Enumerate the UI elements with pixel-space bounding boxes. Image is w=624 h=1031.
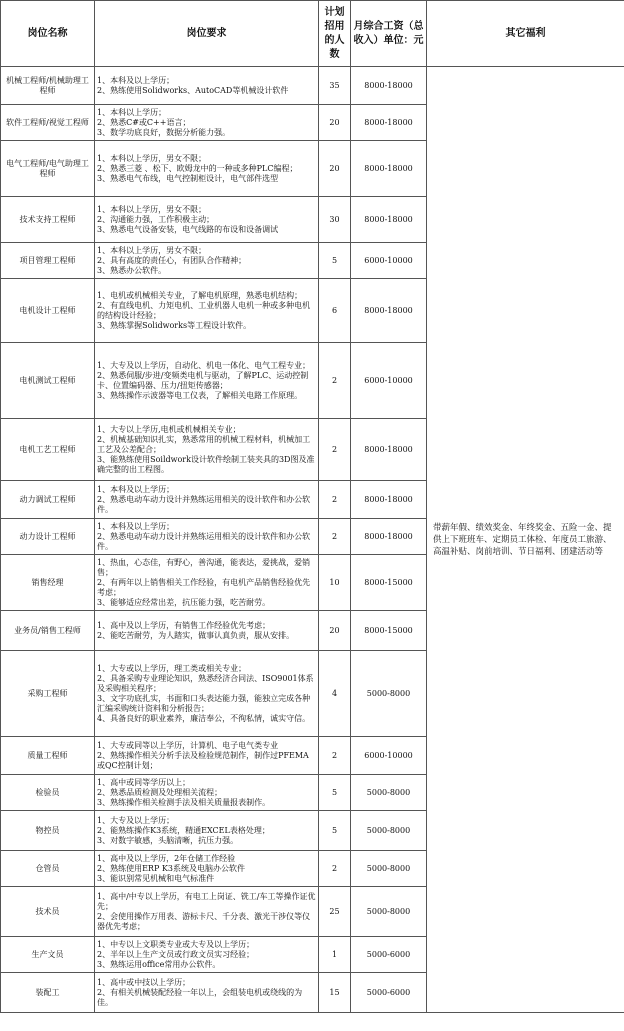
position-name: 技术员	[1, 887, 95, 937]
requirement-line: 3、熟练运用office常用办公软件。	[97, 959, 221, 969]
position-name: 生产文员	[1, 937, 95, 973]
salary-range: 5000-8000	[351, 811, 427, 851]
requirement-line: 1、本科以上学历，男女不限；	[97, 153, 207, 163]
position-name: 电机设计工程师	[1, 279, 95, 343]
salary-range: 8000-15000	[351, 555, 427, 611]
position-requirements	[95, 775, 319, 811]
header-planned-count: 计划招用的人数	[319, 1, 351, 67]
header-row	[1, 1, 624, 67]
planned-count: 2	[319, 481, 351, 519]
header-benefits: 其它福利	[427, 1, 624, 67]
requirement-line: 2、熟悉电动车动力设计并熟练运用相关的设计软件和办公软件。	[97, 531, 311, 551]
requirement-line: 2、熟悉伺服/步进/变频类电机与驱动，了解PLC、运动控制卡、位置编码器、压力/扭矩传感器；	[97, 370, 309, 390]
planned-count: 2	[319, 737, 351, 775]
position-name: 机械工程师/机械助理工程师	[1, 67, 95, 105]
requirement-line: 2、具备采购专业理论知识，熟悉经济合同法、ISO9001体系及采购相关程序；	[97, 673, 314, 693]
position-requirements	[95, 651, 319, 737]
planned-count: 20	[319, 611, 351, 651]
salary-range: 8000-18000	[351, 519, 427, 555]
planned-count: 6	[319, 279, 351, 343]
position-name: 动力设计工程师	[1, 519, 95, 555]
position-requirements	[95, 555, 319, 611]
requirement-line: 1、高中或同等学历以上；	[97, 777, 191, 787]
position-name: 检验员	[1, 775, 95, 811]
position-requirements	[95, 243, 319, 279]
requirement-line: 1、高中或中技以上学历；	[97, 977, 191, 987]
position-requirements	[95, 811, 319, 851]
position-requirements	[95, 419, 319, 481]
position-name: 电气工程师/电气助理工程师	[1, 141, 95, 197]
planned-count: 15	[319, 973, 351, 1013]
requirement-line: 2、具有高度的责任心，有团队合作精神；	[97, 255, 247, 265]
requirement-line: 3、熟练操作相关检测手法及相关质量报表制作。	[97, 797, 271, 807]
planned-count: 20	[319, 105, 351, 141]
requirement-line: 2、熟悉品质检测及处理相关流程；	[97, 787, 223, 797]
position-name: 项目管理工程师	[1, 243, 95, 279]
position-requirements	[95, 343, 319, 419]
requirement-line: 1、高中/中专以上学历，有电工上岗证、铣工/车工等操作证优先；	[97, 891, 316, 911]
header-position-name: 岗位名称	[1, 1, 95, 67]
requirement-line: 3、文字功底扎实，书面和口头表达能力强，能独立完成各种汇编采购统计资料和分析报告；	[97, 693, 311, 713]
requirement-line: 2、有直线电机、力矩电机、工业机器人电机一种或多种电机的结构设计经验；	[97, 300, 311, 320]
salary-range: 5000-8000	[351, 851, 427, 887]
requirement-line: 1、大专以上学历,电机或机械相关专业；	[97, 424, 241, 434]
position-requirements	[95, 197, 319, 243]
planned-count: 5	[319, 775, 351, 811]
salary-range: 8000-18000	[351, 419, 427, 481]
requirement-line: 3、熟练操作示波器等电工仪表，了解相关电路工作原理。	[97, 390, 303, 400]
requirement-line: 2、熟悉C#或C++语言；	[97, 117, 191, 127]
requirement-line: 1、电机或机械相关专业，了解电机原理，熟悉电机结构；	[97, 290, 303, 300]
salary-range: 8000-18000	[351, 105, 427, 141]
requirement-line: 2、熟悉三菱 、松下、欧姆龙中的一种或多种PLC编程；	[97, 163, 298, 173]
requirement-line: 2、机械基础知识扎实，熟悉常用的机械工程材料，机械加工工艺及公差配合；	[97, 434, 311, 454]
planned-count: 10	[319, 555, 351, 611]
position-name: 装配工	[1, 973, 95, 1013]
salary-range: 8000-18000	[351, 141, 427, 197]
planned-count: 4	[319, 651, 351, 737]
requirement-line: 1、大专或同等以上学历，计算机、电子电气类专业	[97, 740, 279, 750]
position-name: 技术支持工程师	[1, 197, 95, 243]
salary-range: 6000-10000	[351, 343, 427, 419]
requirement-line: 1、大专及以上学历，自动化、机电一体化、电气工程专业；	[97, 360, 311, 370]
requirement-line: 3、熟悉电气设备安装，电气线路的布设和设备调试	[97, 224, 279, 234]
salary-range: 5000-6000	[351, 937, 427, 973]
requirement-line: 1、高中及以上学历，有销售工作经验优先考虑；	[97, 620, 271, 630]
salary-range: 8000-15000	[351, 611, 427, 651]
requirement-line: 1、热血，心态佳，有野心，善沟通，能表达，爱挑战，爱销售；	[97, 557, 311, 577]
requirement-line: 3、熟练掌握Solidworks等工程设计软件。	[97, 320, 252, 330]
requirement-line: 2、能吃苦耐劳，为人踏实，做事认真负责，服从安排。	[97, 630, 295, 640]
requirement-line: 1、大专或以上学历，理工类或相关专业；	[97, 663, 247, 673]
position-name: 业务员/销售工程师	[1, 611, 95, 651]
position-requirements	[95, 67, 319, 105]
salary-range: 8000-18000	[351, 279, 427, 343]
requirement-line: 1、大专及以上学历；	[97, 815, 175, 825]
planned-count: 25	[319, 887, 351, 937]
requirement-line: 3、能够适应经常出差，抗压能力强，吃苦耐劳。	[97, 597, 271, 607]
requirement-line: 3、对数字敏感，头脑清晰，抗压力强。	[97, 835, 239, 845]
planned-count: 2	[319, 519, 351, 555]
salary-range: 6000-10000	[351, 243, 427, 279]
requirement-line: 1、高中及以上学历，2年仓储工作经验	[97, 853, 236, 863]
position-requirements	[95, 105, 319, 141]
requirement-line: 2、熟练操作相关分析手法及检验规范制作，制作过PFEMA或QC控制计划；	[97, 750, 309, 770]
position-requirements	[95, 973, 319, 1013]
requirement-line: 3、能熟练使用Soildwork设计软件绘制工装夹具的3D图及准确完整的出工程图。	[97, 454, 315, 474]
position-requirements	[95, 141, 319, 197]
position-requirements	[95, 611, 319, 651]
benefits-cell: 带薪年假、绩效奖金、年终奖金、五险一金、提供上下班班车、定期员工体检、年度员工旅游、高温补贴、岗前培训、节日福利、团建活动等	[427, 67, 624, 1013]
salary-range: 6000-10000	[351, 737, 427, 775]
salary-range: 5000-8000	[351, 651, 427, 737]
position-name: 电机工艺工程师	[1, 419, 95, 481]
position-requirements	[95, 937, 319, 973]
position-requirements	[95, 519, 319, 555]
planned-count: 30	[319, 197, 351, 243]
requirement-line: 1、本科以上学历，男女不限；	[97, 245, 207, 255]
position-requirements	[95, 851, 319, 887]
requirement-line: 2、有相关机械装配经验一年以上，会组装电机或绕线的为佳。	[97, 987, 303, 1007]
position-requirements	[95, 481, 319, 519]
requirement-line: 1、本科以上学历；	[97, 107, 167, 117]
planned-count: 2	[319, 851, 351, 887]
planned-count: 35	[319, 67, 351, 105]
salary-range: 8000-18000	[351, 67, 427, 105]
position-name: 动力调试工程师	[1, 481, 95, 519]
planned-count: 1	[319, 937, 351, 973]
requirement-line: 2、熟练使用ERP K3系统及电脑办公软件	[97, 863, 245, 873]
requirement-line: 3、数学功底良好，数据分析能力强。	[97, 127, 231, 137]
position-name: 采购工程师	[1, 651, 95, 737]
position-requirements	[95, 737, 319, 775]
requirement-line: 2、熟悉电动车动力设计并熟练运用相关的设计软件和办公软件。	[97, 494, 311, 514]
requirement-line: 1、本科及以上学历；	[97, 521, 175, 531]
requirement-line: 2、会使用操作万用表、游标卡尺、千分表、激光干涉仪等仪器优先考虑；	[97, 911, 311, 931]
requirement-line: 2、有两年以上销售相关工作经验，有电机产品销售经验优先考虑；	[97, 577, 311, 597]
requirement-line: 2、半年以上生产文员或行政文员实习经验；	[97, 949, 255, 959]
salary-range: 5000-8000	[351, 775, 427, 811]
table-body	[1, 67, 624, 1013]
position-requirements	[95, 279, 319, 343]
position-name: 物控员	[1, 811, 95, 851]
requirement-line: 1、中专以上文职类专业或大专及以上学历；	[97, 939, 255, 949]
requirement-line: 2、熟练使用Solidworks、AutoCAD等机械设计软件	[97, 85, 289, 95]
planned-count: 5	[319, 811, 351, 851]
requirement-line: 2、沟通能力强，工作积极主动；	[97, 214, 215, 224]
position-name: 软件工程师/视觉工程师	[1, 105, 95, 141]
requirement-line: 3、熟悉办公软件。	[97, 265, 167, 275]
salary-range: 5000-6000	[351, 973, 427, 1013]
requirement-line: 4、具备良好的职业素养，廉洁奉公，不徇私情，诚实守信。	[97, 713, 311, 723]
header-salary: 月综合工资（总收入）单位：元	[351, 1, 427, 67]
requirement-line: 2、能熟练操作K3系统，精通EXCEL表格处理；	[97, 825, 270, 835]
position-name: 仓管员	[1, 851, 95, 887]
planned-count: 2	[319, 343, 351, 419]
header-requirements: 岗位要求	[95, 1, 319, 67]
table-row	[1, 67, 624, 105]
position-name: 销售经理	[1, 555, 95, 611]
position-name: 电机测试工程师	[1, 343, 95, 419]
planned-count: 20	[319, 141, 351, 197]
requirement-line: 3、熟悉电气布线，电气控制柜设计，电气部件选型	[97, 173, 279, 183]
requirement-line: 1、本科及以上学历；	[97, 484, 175, 494]
salary-range: 5000-8000	[351, 887, 427, 937]
planned-count: 2	[319, 419, 351, 481]
position-name: 质量工程师	[1, 737, 95, 775]
requirement-line: 3、能识别常见机械和电气标准件	[97, 873, 215, 883]
requirement-line: 1、本科及以上学历；	[97, 75, 175, 85]
salary-range: 8000-18000	[351, 481, 427, 519]
salary-range: 8000-18000	[351, 197, 427, 243]
requirement-line: 1、本科以上学历，男女不限；	[97, 204, 207, 214]
position-requirements	[95, 887, 319, 937]
planned-count: 5	[319, 243, 351, 279]
